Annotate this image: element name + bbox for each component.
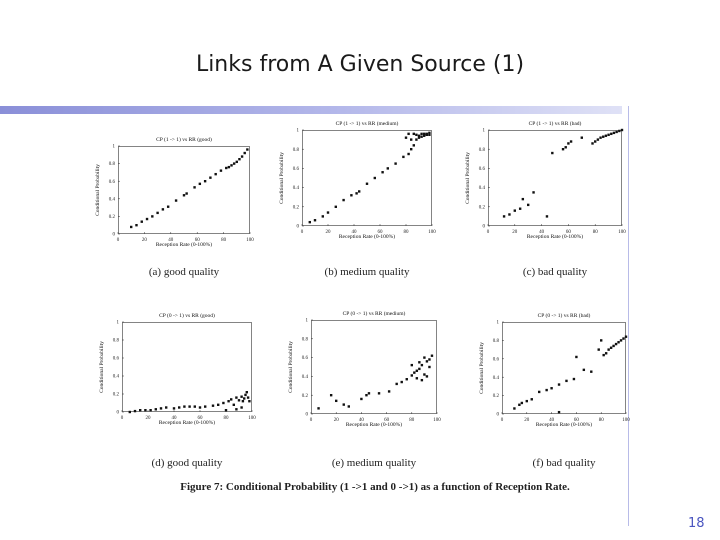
data-point (228, 166, 230, 168)
data-point (565, 380, 567, 382)
x-tick-label: 40 (171, 416, 177, 421)
data-point (617, 341, 619, 343)
data-point (562, 148, 564, 150)
chart-panel-1 (279, 121, 436, 240)
data-point (240, 396, 242, 398)
data-point (423, 373, 425, 375)
y-tick-label: 0.2 (108, 215, 115, 220)
data-point (238, 158, 240, 160)
data-point (519, 208, 521, 210)
data-point (343, 403, 345, 405)
y-tick-label: 0.4 (478, 186, 485, 192)
data-point (575, 356, 577, 358)
data-point (612, 345, 614, 347)
x-tick-label: 60 (197, 416, 203, 421)
data-point (217, 404, 219, 406)
plot-frame (489, 131, 622, 226)
y-tick-label: 1 (496, 320, 499, 326)
data-point (527, 204, 529, 206)
data-point (227, 400, 229, 402)
data-point (146, 218, 148, 220)
data-point (426, 360, 428, 362)
chart-title: CP (0 -> 1) vs RR (medium) (342, 311, 406, 317)
x-tick-label: 20 (145, 416, 151, 421)
data-point (431, 355, 433, 357)
chart-plot-area (492, 320, 630, 423)
y-tick-label: 1 (296, 128, 299, 134)
data-point (605, 352, 607, 354)
data-point (602, 354, 604, 356)
data-point (139, 409, 141, 411)
data-point (503, 215, 505, 217)
subfigure-caption: (a) good quality (148, 266, 220, 278)
data-point (428, 358, 430, 360)
plot-frame (123, 323, 252, 412)
data-point (428, 366, 430, 368)
chart-panel-5 (479, 313, 630, 428)
data-point (220, 169, 222, 171)
chart-plot-area (112, 320, 256, 421)
y-tick-label: 0.2 (492, 394, 499, 400)
data-point (421, 379, 423, 381)
data-point (394, 162, 396, 164)
data-point (583, 369, 585, 371)
data-point (230, 164, 232, 166)
y-tick-label: 0.8 (301, 337, 308, 343)
x-tick-label: 40 (549, 418, 555, 423)
data-point (508, 213, 510, 215)
data-point (618, 130, 620, 132)
x-tick-label: 40 (539, 230, 545, 235)
data-point (330, 394, 332, 396)
data-point (204, 405, 206, 407)
data-point (597, 138, 599, 140)
data-point (573, 378, 575, 380)
data-point (407, 133, 409, 135)
data-point (144, 409, 146, 411)
data-point (199, 183, 201, 185)
data-point (387, 167, 389, 169)
data-point (246, 391, 248, 393)
y-tick-label: 1 (112, 144, 115, 150)
y-tick-label: 0.6 (492, 357, 499, 363)
data-point (165, 406, 167, 408)
x-tick-label: 100 (428, 230, 436, 235)
data-point (420, 133, 422, 135)
y-tick-label: 0 (496, 412, 499, 418)
data-point (558, 383, 560, 385)
chart-title: CP (0 -> 1) vs RR (bad) (537, 313, 591, 319)
data-point (402, 156, 404, 158)
data-point (317, 407, 319, 409)
data-point (526, 400, 528, 402)
data-point (551, 152, 553, 154)
data-point (610, 133, 612, 135)
subfigure-caption: (f) bad quality (532, 457, 596, 469)
data-point (235, 396, 237, 398)
y-tick-label: 1 (482, 128, 485, 134)
chart-plot-area (292, 128, 436, 235)
data-point (613, 132, 615, 134)
x-tick-label: 0 (120, 416, 124, 421)
data-point (194, 405, 196, 407)
data-point (327, 211, 329, 213)
x-tick-label: 20 (524, 418, 530, 423)
x-tick-label: 0 (300, 230, 304, 235)
data-point (605, 135, 607, 137)
y-tick-label: 0.4 (108, 197, 115, 203)
data-point (374, 177, 376, 179)
x-tick-label: 60 (565, 230, 571, 235)
data-point (240, 406, 242, 408)
data-point (413, 371, 415, 373)
page-number: 18 (688, 516, 705, 531)
data-point (545, 389, 547, 391)
y-tick-label: 0.6 (108, 179, 115, 185)
data-point (405, 136, 407, 138)
x-tick-label: 20 (325, 230, 331, 235)
x-tick-label: 80 (223, 416, 229, 421)
x-tick-label: 40 (168, 238, 174, 243)
data-point (599, 136, 601, 138)
data-point (514, 209, 516, 211)
y-tick-label: 0.6 (292, 167, 299, 172)
data-point (418, 135, 420, 137)
y-axis-label: Conditional Probability (95, 164, 101, 216)
data-point (183, 194, 185, 196)
data-point (151, 215, 153, 217)
data-point (365, 394, 367, 396)
x-tick-label: 60 (377, 230, 383, 235)
data-point (622, 337, 624, 339)
data-point (199, 406, 201, 408)
data-point (607, 348, 609, 350)
data-point (421, 364, 423, 366)
data-point (410, 148, 412, 150)
x-tick-label: 80 (403, 230, 409, 235)
data-point (183, 405, 185, 407)
data-point (322, 215, 324, 217)
data-point (188, 405, 190, 407)
data-point (413, 133, 415, 135)
data-point (615, 343, 617, 345)
chart-plot-area (301, 318, 441, 423)
data-point (411, 364, 413, 366)
x-axis-label: Reception Rate (0-100%) (155, 242, 213, 248)
x-tick-label: 0 (309, 418, 313, 423)
y-tick-label: 0.2 (478, 205, 485, 211)
data-point (309, 221, 311, 223)
plot-frame (119, 147, 250, 234)
y-tick-label: 0 (112, 232, 115, 238)
chart-title: CP (0 -> 1) vs RR (good) (159, 313, 215, 319)
data-point (423, 356, 425, 358)
data-point (243, 397, 245, 399)
y-tick-label: 0.8 (492, 339, 499, 344)
plot-frame (303, 131, 432, 226)
slide-title: Links from A Given Source (1) (195, 52, 525, 77)
x-tick-label: 20 (333, 418, 339, 423)
chart-plot-area (478, 128, 626, 235)
data-point (565, 146, 567, 148)
x-tick-label: 40 (351, 230, 357, 235)
data-point (244, 152, 246, 154)
data-point (602, 136, 604, 138)
y-tick-label: 0 (116, 410, 119, 416)
data-point (149, 409, 151, 411)
data-point (225, 409, 227, 411)
data-point (350, 194, 352, 196)
x-tick-label: 100 (618, 230, 626, 235)
data-point (355, 192, 357, 194)
data-point (610, 347, 612, 349)
subfigure-caption: (e) medium quality (331, 457, 417, 469)
x-axis-label: Reception Rate (0-100%) (338, 234, 396, 240)
plot-frame (312, 321, 437, 414)
data-point (550, 387, 552, 389)
x-axis-label: Reception Rate (0-100%) (158, 420, 216, 426)
x-tick-label: 20 (141, 238, 147, 243)
y-tick-label: 0.6 (301, 356, 308, 362)
data-point (348, 405, 350, 407)
data-point (591, 142, 593, 144)
x-axis-label: Reception Rate (0-100%) (526, 234, 584, 240)
data-point (129, 411, 131, 413)
data-point (178, 406, 180, 408)
chart-title: CP (1 -> 1) vs RR (good) (156, 137, 212, 143)
data-point (167, 206, 169, 208)
data-point (378, 392, 380, 394)
data-point (238, 399, 240, 401)
plot-frame (503, 323, 626, 414)
data-point (546, 215, 548, 217)
data-point (600, 339, 602, 341)
data-point (358, 190, 360, 192)
data-point (607, 134, 609, 136)
data-point (193, 186, 195, 188)
data-point (185, 192, 187, 194)
x-tick-label: 0 (486, 230, 490, 235)
data-point (423, 133, 425, 135)
subfigure-caption: (b) medium quality (324, 266, 410, 278)
x-tick-label: 100 (246, 238, 254, 243)
data-point (518, 404, 520, 406)
y-tick-label: 0.4 (492, 375, 499, 381)
y-tick-label: 0.8 (292, 147, 299, 153)
data-point (233, 404, 235, 406)
y-tick-label: 0.4 (301, 375, 308, 380)
data-point (418, 368, 420, 370)
data-point (620, 339, 622, 341)
chart-panel-2 (465, 121, 626, 240)
data-point (173, 407, 175, 409)
chart-panel-4 (288, 311, 441, 428)
data-point (521, 402, 523, 404)
data-point (335, 206, 337, 208)
y-tick-label: 1 (305, 318, 308, 324)
data-point (156, 212, 158, 214)
data-point (141, 220, 143, 222)
data-point (247, 396, 249, 398)
data-point (225, 167, 227, 169)
y-axis-label: Conditional Probability (99, 341, 105, 393)
figure-caption: Figure 7: Conditional Probability (1 ->1 and 0 ->1) as a function of Reception Rate. (180, 481, 570, 493)
x-tick-label: 40 (358, 418, 364, 423)
data-point (594, 140, 596, 142)
chart-panel-0 (95, 137, 254, 248)
data-point (366, 183, 368, 185)
title-underline-bar (0, 106, 622, 114)
subfigure-caption: (c) bad quality (522, 266, 588, 278)
y-axis-label: Conditional Probability (288, 341, 294, 393)
data-point (416, 370, 418, 372)
data-point (621, 129, 623, 131)
y-tick-label: 0.8 (112, 338, 119, 344)
data-point (244, 394, 246, 396)
x-tick-label: 20 (512, 230, 518, 235)
y-tick-label: 0.2 (292, 205, 299, 211)
y-tick-label: 0 (482, 224, 485, 230)
data-point (581, 136, 583, 138)
x-tick-label: 80 (598, 418, 604, 423)
data-point (615, 131, 617, 133)
data-point (235, 408, 237, 410)
data-point (415, 138, 417, 140)
chart-title: CP (1 -> 1) vs RR (bad) (528, 121, 582, 127)
data-point (212, 405, 214, 407)
data-point (625, 336, 627, 338)
data-point (246, 148, 248, 150)
x-axis-label: Reception Rate (0-100%) (345, 422, 403, 428)
data-point (162, 208, 164, 210)
data-point (209, 176, 211, 178)
x-tick-label: 80 (221, 238, 227, 243)
data-point (395, 383, 397, 385)
x-tick-label: 80 (409, 418, 415, 423)
data-point (570, 140, 572, 142)
data-point (381, 171, 383, 173)
data-point (230, 398, 232, 400)
data-point (407, 153, 409, 155)
y-axis-label: Conditional Probability (465, 152, 471, 204)
x-tick-label: 60 (384, 418, 390, 423)
y-tick-label: 0.4 (292, 186, 299, 192)
data-point (204, 180, 206, 182)
y-tick-label: 0.6 (478, 167, 485, 172)
y-tick-label: 0 (305, 412, 308, 418)
data-point (160, 407, 162, 409)
y-tick-label: 0.8 (108, 162, 115, 168)
data-point (426, 133, 428, 135)
y-tick-label: 0 (296, 224, 299, 230)
data-point (342, 199, 344, 201)
data-point (360, 398, 362, 400)
x-tick-label: 0 (116, 238, 120, 243)
data-point (222, 402, 224, 404)
data-point (401, 381, 403, 383)
x-tick-label: 60 (194, 238, 200, 243)
data-point (236, 161, 238, 163)
x-tick-label: 100 (433, 418, 441, 423)
data-point (388, 390, 390, 392)
y-tick-label: 0.2 (301, 393, 308, 399)
y-axis-label: Conditional Probability (479, 342, 485, 394)
data-point (598, 348, 600, 350)
data-point (368, 392, 370, 394)
data-point (214, 173, 216, 175)
y-tick-label: 0.6 (112, 356, 119, 362)
x-axis-label: Reception Rate (0-100%) (535, 422, 593, 428)
data-point (590, 370, 592, 372)
data-point (155, 408, 157, 410)
data-point (410, 138, 412, 140)
x-tick-label: 60 (573, 418, 579, 423)
data-point (413, 144, 415, 146)
data-point (428, 132, 430, 134)
data-point (416, 377, 418, 379)
data-point (411, 374, 413, 376)
data-point (513, 407, 515, 409)
data-point (522, 198, 524, 200)
data-point (335, 400, 337, 402)
data-point (242, 400, 244, 402)
data-point (248, 400, 250, 402)
x-tick-label: 0 (500, 418, 504, 423)
chart-panel-3 (99, 313, 256, 426)
data-point (135, 224, 137, 226)
y-tick-label: 1 (116, 320, 119, 326)
data-point (420, 136, 422, 138)
data-point (130, 226, 132, 228)
data-point (314, 219, 316, 221)
chart-plot-area (108, 144, 254, 243)
y-tick-label: 0.4 (112, 374, 119, 380)
data-point (233, 162, 235, 164)
data-point (426, 375, 428, 377)
y-axis-label: Conditional Probability (279, 152, 285, 204)
data-point (538, 391, 540, 393)
data-point (532, 191, 534, 193)
y-tick-label: 0.2 (112, 392, 119, 398)
data-point (134, 410, 136, 412)
y-tick-label: 0.8 (478, 147, 485, 153)
subfigure-caption: (d) good quality (151, 457, 223, 469)
data-point (567, 142, 569, 144)
data-point (415, 134, 417, 136)
x-tick-label: 100 (622, 418, 630, 423)
data-point (418, 361, 420, 363)
x-tick-label: 100 (248, 416, 256, 421)
data-point (175, 199, 177, 201)
data-point (406, 378, 408, 380)
data-point (241, 155, 243, 157)
data-point (558, 411, 560, 413)
chart-title: CP (1 -> 1) vs RR (medium) (335, 121, 399, 127)
x-tick-label: 80 (592, 230, 598, 235)
data-point (531, 398, 533, 400)
